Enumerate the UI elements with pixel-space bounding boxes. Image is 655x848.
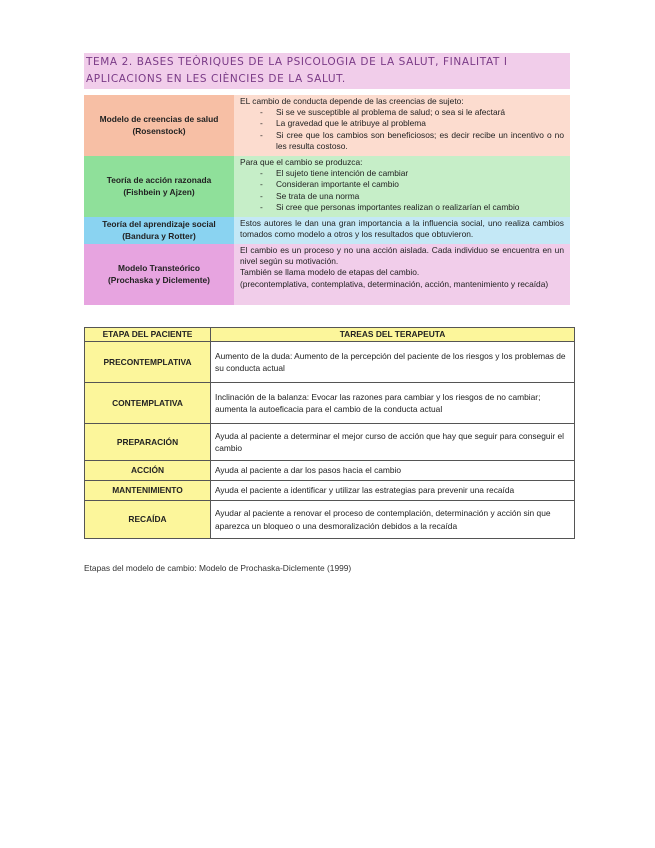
model-row-creencias: [84, 95, 570, 156]
model-text: El cambio es un proceso y no una acción aislada. Cada individuo se encuentra en un nivel según su motivación.: [240, 245, 564, 267]
task-cell: Aumento de la duda: Aumento de la percepción del paciente de los riesgos y los problemas de su conducta actual: [211, 342, 575, 383]
list-item: - Si cree que personas importantes realizan o realizarían el cambio: [260, 202, 564, 213]
list-item: - La gravedad que le atribuye al problema: [260, 118, 564, 129]
model-name-cell: [84, 95, 234, 156]
model-author: (Fishbein y Ajzen): [123, 186, 195, 197]
model-description: [234, 217, 570, 244]
list-item: - Si cree que los cambios son beneficiosos; es decir recibe un incentivo o no les resulta costoso.: [260, 130, 564, 152]
model-description: [234, 244, 570, 305]
table-row: [85, 501, 575, 539]
task-cell: Ayuda al paciente a determinar el mejor curso de acción que hay que seguir para conseguir el cambio: [211, 424, 575, 461]
list-item: - Se trata de una norma: [260, 191, 564, 202]
stage-cell: ACCIÓN: [85, 461, 211, 481]
table-row: [85, 461, 575, 481]
task-cell: Inclinación de la balanza: Evocar las razones para cambiar y los riesgos de no cambiar; aumenta la autoeficacia para el cambio de la conducta actual: [211, 383, 575, 424]
table-row: [85, 424, 575, 461]
stages-table: [84, 327, 575, 539]
model-author: (Prochaska y Diclemente): [108, 274, 210, 285]
stage-cell: MANTENIMIENTO: [85, 481, 211, 501]
header-stage: ETAPA DEL PACIENTE: [85, 328, 211, 342]
model-row-transteorico: [84, 244, 570, 305]
model-intro: EL cambio de conducta depende de las creencias de sujeto:: [240, 96, 464, 106]
stage-cell: CONTEMPLATIVA: [85, 383, 211, 424]
model-intro: Para que el cambio se produzca:: [240, 157, 363, 167]
model-text: También se llama modelo de etapas del cambio.: [240, 267, 420, 278]
model-description: [234, 156, 570, 217]
page-title: TEMA 2. BASES TEÒRIQUES DE LA PSICOLOGIA DE LA SALUT, FINALITAT I APLICACIONS EN LES CIÈNCIES DE LA SALUT.: [84, 53, 570, 89]
model-description: [234, 95, 570, 156]
model-name-cell: [84, 244, 234, 305]
model-text: (precontemplativa, contemplativa, determinación, acción, mantenimiento y recaída): [240, 278, 549, 289]
table-header-row: [85, 328, 575, 342]
task-cell: Ayuda el paciente a identificar y utilizar las estrategias para prevenir una recaída: [211, 481, 575, 501]
model-name-cell: [84, 217, 234, 244]
model-author: (Bandura y Rotter): [122, 230, 196, 241]
model-name: Modelo Transteórico: [118, 263, 200, 274]
table-row: [85, 481, 575, 501]
list-item: - Si se ve susceptible al problema de salud; o sea si le afectará: [260, 107, 564, 118]
header-tasks: TAREAS DEL TERAPEUTA: [211, 328, 575, 342]
theories-table: [84, 95, 570, 305]
table-row: [85, 342, 575, 383]
stage-cell: PRECONTEMPLATIVA: [85, 342, 211, 383]
task-cell: Ayudar al paciente a renovar el proceso de contemplación, determinación y acción sin que aparezca un bloqueo o una desmoralización debidos a la recaída: [211, 501, 575, 539]
model-name: Teoría del aprendizaje social: [102, 219, 216, 230]
table-row: [85, 383, 575, 424]
task-cell: Ayuda al paciente a dar los pasos hacia el cambio: [211, 461, 575, 481]
list-item: - Consideran importante el cambio: [260, 179, 564, 190]
model-name-cell: [84, 156, 234, 217]
model-text: Estos autores le dan una gran importancia a la influencia social, uno realiza cambios tomados como modelo a otros y los resultados que obtuvieron.: [240, 218, 564, 240]
list-item: - El sujeto tiene intención de cambiar: [260, 168, 564, 179]
figure-caption: Etapas del modelo de cambio: Modelo de Prochaska-Diclemente (1999): [84, 563, 352, 573]
model-author: (Rosenstock): [132, 125, 186, 136]
stage-cell: RECAÍDA: [85, 501, 211, 539]
stage-cell: PREPARACIÓN: [85, 424, 211, 461]
model-name: Teoría de acción razonada: [106, 175, 212, 186]
model-row-accion-razonada: [84, 156, 570, 217]
model-row-aprendizaje-social: [84, 217, 570, 244]
model-name: Modelo de creencias de salud: [99, 114, 219, 125]
